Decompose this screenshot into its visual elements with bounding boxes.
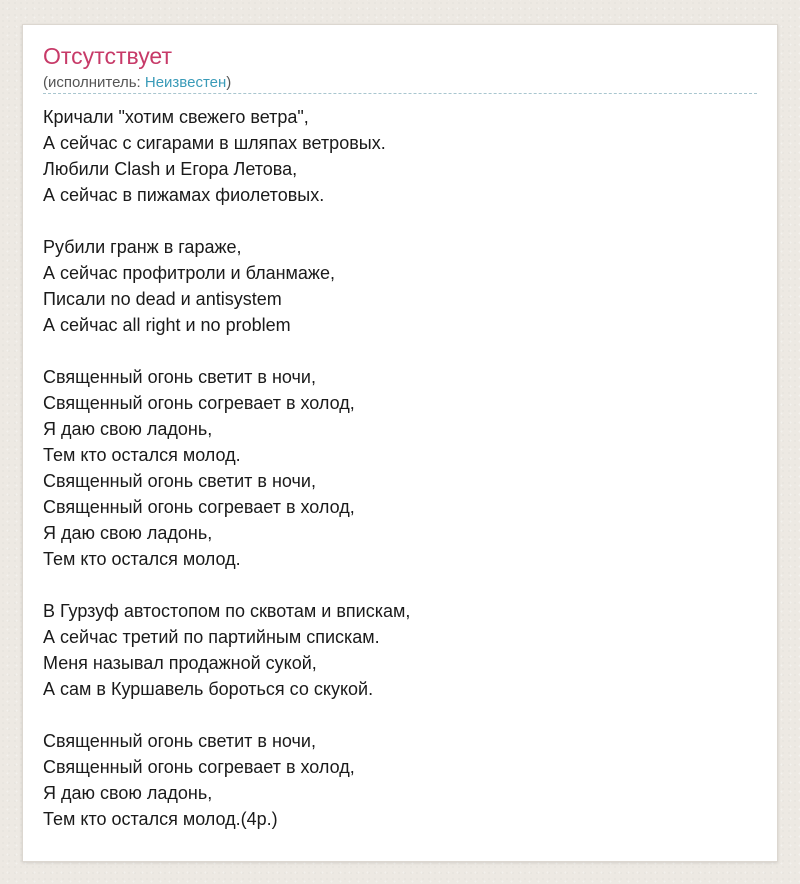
lyrics-line: Рубили гранж в гараже, — [43, 237, 242, 257]
lyrics-line: Священный огонь светит в ночи, — [43, 471, 316, 491]
lyrics-line: Священный огонь согревает в холод, — [43, 757, 355, 777]
song-title: Отсутствует — [43, 43, 172, 69]
lyrics-line: А сейчас с сигарами в шляпах ветровых. — [43, 133, 386, 153]
lyrics-stanza — [43, 364, 410, 572]
lyrics-line: А сейчас all right и no problem — [43, 315, 291, 335]
lyrics-line: Тем кто остался молод. — [43, 445, 241, 465]
lyrics-line: Я даю свою ладонь, — [43, 523, 213, 543]
lyrics-line: В Гурзуф автостопом по сквотам и впискам, — [43, 601, 411, 621]
lyrics-line: Меня называл продажной сукой, — [43, 653, 317, 673]
lyrics-line: Кричали "хотим свежего ветра", — [43, 107, 309, 127]
lyrics-stanza — [43, 234, 410, 338]
lyrics-line: Тем кто остался молод.(4р.) — [43, 809, 278, 829]
artist-prefix: (исполнитель: — [43, 74, 145, 91]
lyrics-card — [22, 24, 778, 862]
lyrics-line: Любили Clash и Егора Летова, — [43, 159, 298, 179]
lyrics-stanza — [43, 728, 410, 832]
lyrics-line: А сейчас профитроли и бланмаже, — [43, 263, 335, 283]
artist-link[interactable]: Неизвестен — [144, 74, 227, 91]
lyrics-stanza — [43, 104, 410, 208]
lyrics-line: А сам в Куршавель бороться со скукой. — [43, 679, 374, 699]
lyrics-line: Писали no dead и antisystem — [43, 289, 282, 309]
lyrics-line: Священный огонь светит в ночи, — [43, 731, 316, 751]
artist-suffix: ) — [226, 74, 232, 91]
lyrics-line: Тем кто остался молод. — [43, 549, 241, 569]
lyrics-body — [43, 104, 410, 832]
title-divider — [43, 93, 757, 94]
lyrics-line: Я даю свою ладонь, — [43, 419, 213, 439]
lyrics-line: Священный огонь согревает в холод, — [43, 497, 355, 517]
lyrics-stanza — [43, 598, 410, 702]
lyrics-line: Священный огонь светит в ночи, — [43, 367, 316, 387]
lyrics-line: Я даю свою ладонь, — [43, 783, 213, 803]
lyrics-line: А сейчас третий по партийным спискам. — [43, 627, 380, 647]
lyrics-line: А сейчас в пижамах фиолетовых. — [43, 185, 325, 205]
artist-line — [43, 73, 231, 93]
lyrics-line: Священный огонь согревает в холод, — [43, 393, 355, 413]
